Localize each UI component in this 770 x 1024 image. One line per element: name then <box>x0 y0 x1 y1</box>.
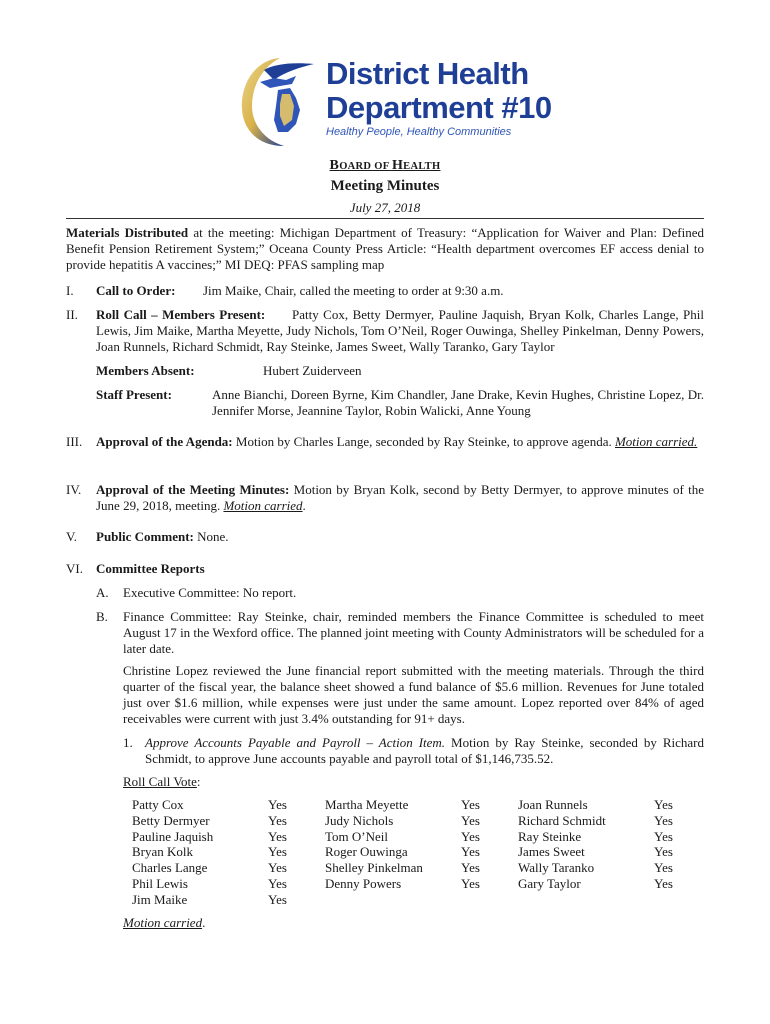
approval-of-agenda: Approval of the Agenda: Motion by Charles Lange, seconded by Ray Steinke, to approve agenda. Motion carried. <box>96 434 698 449</box>
logo-tagline: Healthy People, Healthy Communities <box>326 126 512 138</box>
motion-carried: Motion carried <box>223 498 303 513</box>
logo-title-line2 <box>326 90 552 126</box>
vote-names-column-2: Martha Meyette Judy Nichols Tom O’Neil Roger Ouwinga Shelley Pinkelman Denny Powers <box>325 797 423 891</box>
vote-names-column-3: Joan Runnels Richard Schmidt Ray Steinke James Sweet Wally Taranko Gary Taylor <box>518 797 606 891</box>
motion-carried-final: Motion carried. <box>123 915 206 930</box>
header-divider <box>66 218 704 219</box>
vote-results-column-2: Yes Yes Yes Yes Yes Yes <box>461 797 480 891</box>
logo-department-text: Department <box>326 90 494 125</box>
roll-call-members-present: Roll Call – Members Present: Patty Cox, Betty Dermyer, Pauline Jaquish, Bryan Kolk, Charles Lange, Phil Lewis, Jim Maike, Martha Meyette, Judy Nichols, Tom O’Neil, Roger Ouwinga, Shelley Pinkelman, Denny Powers, Joan Runnels, Richard Schmidt, Ray Steinke, James Sweet, Wally Taranko, Gary Taylor <box>96 307 704 354</box>
accounts-payable-motion: Approve Accounts Payable and Payroll – Action Item. Motion by Ray Steinke, seconded by Richard Schmidt, to approve June accounts payable and payroll total of $1,146,735.52. <box>145 735 704 766</box>
section-number: I. <box>66 283 74 298</box>
executive-committee-report: Executive Committee: No report. <box>123 585 297 600</box>
staff-present-label: Staff Present: <box>96 387 172 402</box>
approval-of-minutes: Approval of the Meeting Minutes: Motion by Bryan Kolk, second by Betty Dermyer, to approve minutes of the June 29, 2018, meeting. Motion carried. <box>96 482 705 513</box>
members-absent-text: Hubert Zuiderveen <box>263 363 362 378</box>
roll-call-vote-label: Roll Call Vote: <box>123 774 201 789</box>
materials-distributed: Materials Distributed at the meeting: Michigan Department of Treasury: “Application for Waiver and Plan: Defined Benefit Pension Retirement System;” Oceana County Press Article: “Health department overcomes EF access denial to provide hepatitis A vaccines;” MI DEQ: PFAS sampling map <box>66 225 705 272</box>
motion-carried: Motion carried. <box>614 434 698 449</box>
committee-reports-heading: Committee Reports <box>96 561 205 576</box>
board-of-health-heading: BOARD OF HEALTH <box>329 158 441 173</box>
call-to-order-label: Call to Order: <box>96 283 176 298</box>
call-to-order-text: Jim Maike, Chair, called the meeting to order at 9:30 a.m. <box>203 283 504 298</box>
meeting-date: July 27, 2018 <box>349 200 421 215</box>
subsection-letter: A. <box>96 585 109 600</box>
document-title: Meeting Minutes <box>330 178 440 194</box>
financial-report-summary: Christine Lopez reviewed the June financial report submitted with the meeting materials. Through the third quarter of the fiscal year, the balance sheet showed a fund balance of $5.6 million. Revenues for June totaled just over $1.6 million, while expenses were just under the same amount. Lopez reported over 84% of aged receivables were current with just 3.4% outstanding for 91+ days. <box>123 663 704 726</box>
section-number: II. <box>66 307 78 322</box>
vote-results-column-1: Yes Yes Yes Yes Yes Yes Yes <box>268 797 287 907</box>
district-health-logo <box>234 50 552 152</box>
finance-committee-report: Finance Committee: Ray Steinke, chair, reminded members the Finance Committee is scheduled to meet August 17 in the Wexford office. The planned joint meeting with County Administrators will be scheduled for a later date. <box>123 609 704 656</box>
subsection-letter: B. <box>96 609 108 624</box>
section-number: III. <box>66 434 83 449</box>
vote-names-column-1: Patty Cox Betty Dermyer Pauline Jaquish Bryan Kolk Charles Lange Phil Lewis Jim Maike <box>132 797 214 907</box>
logo-title-line1: District Health <box>326 56 529 91</box>
section-number: V. <box>66 529 77 544</box>
members-absent-label: Members Absent: <box>96 363 195 378</box>
public-comment: Public Comment: None. <box>96 529 229 544</box>
vote-results-column-3: Yes Yes Yes Yes Yes Yes <box>654 797 673 891</box>
logo-number: #10 <box>501 90 552 125</box>
michigan-map-icon <box>234 50 326 152</box>
section-number: VI. <box>66 561 83 576</box>
staff-present-text: Anne Bianchi, Doreen Byrne, Kim Chandler, Jane Drake, Kevin Hughes, Christine Lopez, Dr. Jennifer Morse, Jeannine Taylor, Robin Walicki, Anne Young <box>212 387 704 418</box>
item-number: 1. <box>123 735 133 750</box>
section-number: IV. <box>66 482 82 497</box>
